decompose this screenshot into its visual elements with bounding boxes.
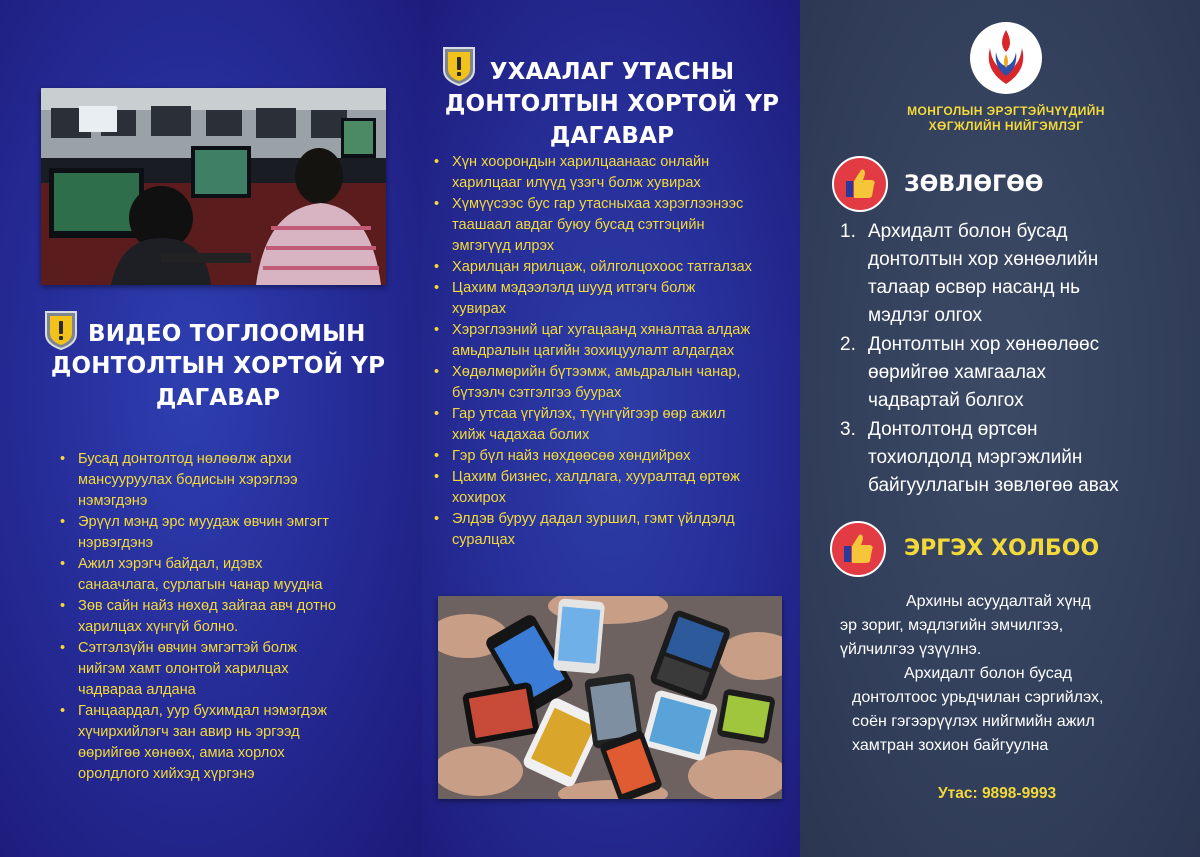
list-item-line: • Гэр бүл найз нөхдөөсөө хөндийрөх [452, 448, 691, 464]
smartphones-photo [438, 596, 782, 799]
heading-line: ВИДЕО ТОГЛООМЫН [88, 321, 366, 347]
middle-panel [422, 0, 800, 857]
list-item-line: мансууруулах бодисын хэрэглээ [78, 472, 298, 488]
logo-emblem-icon [970, 22, 1042, 94]
list-item [52, 512, 412, 554]
list-item [426, 404, 796, 446]
advice-line: тохиолдолд мэргэжлийн [868, 447, 1083, 468]
advice-line: талаар өсвөр насанд нь [868, 277, 1081, 298]
list-item [426, 278, 796, 320]
gaming-photo [41, 88, 386, 285]
list-item-line: • Гар утсаа үгүйлэх, түүнгүйгээр өөр ажил [452, 406, 726, 422]
list-item-line: санаачлага, сурлагын чанар муудна [78, 577, 323, 593]
heading-line: ДАГАВАР [155, 385, 281, 411]
contact-text-1 [840, 590, 1140, 662]
advice-title: ЗӨВЛӨГӨӨ [904, 172, 1044, 197]
list-item-line: • Цахим бизнес, халдлага, хууралтад өртөж [452, 469, 740, 485]
org-line: МОНГОЛЫН ЭРЭГТЭЙЧҮҮДИЙН [907, 104, 1105, 118]
list-item [52, 449, 412, 512]
list-item [52, 596, 412, 638]
list-item-line: • Хөдөлмөрийн бүтээмж, амьдралын чанар, [452, 364, 741, 380]
list-item [52, 554, 412, 596]
contact-line: хамтран зохион байгуулна [852, 737, 1049, 754]
advice-list [836, 218, 1186, 501]
list-item-line: харилцааг илүүд үзэгч болж хувирах [452, 175, 701, 191]
advice-line: Архидалт болон бусад [868, 221, 1068, 242]
list-item-line: нэмэгдэнэ [78, 493, 148, 509]
advice-item [836, 331, 1186, 415]
org-line: ХӨГЖЛИЙН НИЙГЭМЛЭГ [928, 119, 1084, 133]
advice-line: чадвартай болгох [868, 390, 1024, 411]
contact-line: Архидалт болон бусад [904, 665, 1072, 682]
heading-line: ДОНТОЛТЫН ХОРТОЙ ҮР [50, 353, 386, 379]
video-game-heading [18, 318, 418, 414]
list-item-line: • Цахим мэдээлэлд шууд итгэгч болж [452, 280, 696, 296]
list-item [52, 638, 412, 701]
advice-line: Донтолтын хор хөнөөлөөс [868, 334, 1100, 355]
list-item-line: өөрийгөө хөнөөх, амиа хорлох [78, 745, 285, 761]
list-item-line: харилцах хүнгүй болно. [78, 619, 239, 635]
list-item-line: нийгэм хамт олонтой харилцах [78, 661, 289, 677]
smartphone-effects-list [426, 152, 796, 551]
list-item [426, 257, 796, 278]
contact-line: соён гэгээрүүлэх нийгмийн ажил [852, 713, 1095, 730]
list-item-line: нэрвэгдэнэ [78, 535, 154, 551]
list-item-line: • Бусад донтолтод нөлөөлж архи [78, 451, 292, 467]
list-item-line: • Сэтгэлзүйн өвчин эмгэгтэй болж [78, 640, 297, 656]
contact-line: үйлчилгээ үзүүлнэ. [840, 641, 982, 658]
left-panel [0, 0, 422, 857]
contact-line: Архины асуудалтай хүнд [906, 593, 1091, 610]
list-item-line: бүтээлч сэтгэлгээ буурах [452, 385, 622, 401]
list-item-line: • Элдэв буруу дадал зуршил, гэмт үйлдэлд [452, 511, 735, 527]
list-item-line: • Харилцан ярилцаж, ойлголцохоос татгалзах [452, 259, 752, 275]
list-item [52, 701, 412, 785]
advice-line: өөрийгөө хамгаалах [868, 362, 1046, 383]
advice-item [836, 218, 1186, 330]
list-item [426, 320, 796, 362]
list-item-line: • Хүмүүсээс бус гар утасныхаа хэрэглээнээс [452, 196, 744, 212]
list-item-line: хохирох [452, 490, 506, 506]
video-game-effects-list [52, 449, 412, 785]
list-item-line: • Зөв сайн найз нөхөд зайгаа авч дотно [78, 598, 336, 614]
list-item [426, 152, 796, 194]
advice-number: 1. [840, 221, 856, 242]
contact-line: эр зориг, мэдлэгийн эмчилгээ, [840, 617, 1064, 634]
list-item [426, 362, 796, 404]
advice-line: байгууллагын зөвлөгөө авах [868, 475, 1119, 496]
advice-line: мэдлэг олгох [868, 305, 983, 326]
contact-line: донтолтоос урьдчилан сэргийлэх, [852, 689, 1104, 706]
list-item-line: хүчирхийлэгч зан авир нь эргээд [78, 724, 300, 740]
smartphone-heading [432, 56, 792, 152]
list-item-line: хийж чадахаа болих [452, 427, 590, 443]
contact-text-2 [852, 662, 1152, 758]
list-item-line: • Хэрэглээний цаг хугацаанд хяналтаа алдаж [452, 322, 751, 338]
thumbs-up-icon [830, 521, 886, 577]
advice-line: Донтолтонд өртсөн [868, 419, 1038, 440]
thumbs-up-icon [832, 156, 888, 212]
heading-line: ДАГАВАР [549, 123, 675, 149]
list-item [426, 467, 796, 509]
list-item-line: оролдлого хийхэд хүргэнэ [78, 766, 255, 782]
list-item-line: • Эрүүл мэнд эрс муудаж өвчин эмгэгт [78, 514, 329, 530]
contact-title: ЭРГЭХ ХОЛБОО [904, 536, 1100, 561]
phone-number: Утас: 9898-9993 [938, 785, 1057, 802]
organization-name [880, 104, 1132, 134]
list-item [426, 509, 796, 551]
list-item-line: чадвараа алдана [78, 682, 196, 698]
right-panel [800, 0, 1200, 857]
list-item-line: таашаал авдаг буюу бусад сэтгэцийн [452, 217, 705, 233]
list-item-line: эмгэгүүд илрэх [452, 238, 555, 254]
advice-number: 3. [840, 419, 856, 440]
advice-number: 2. [840, 334, 856, 355]
advice-item [836, 416, 1186, 500]
list-item-line: • Ажил хэрэгч байдал, идэвх [78, 556, 263, 572]
list-item-line: • Хүн хоорондын харилцаанаас онлайн [452, 154, 710, 170]
list-item-line: хувирах [452, 301, 507, 317]
heading-line: УХААЛАГ УТАСНЫ [489, 59, 735, 85]
list-item-line: суралцах [452, 532, 515, 548]
list-item [426, 446, 796, 467]
list-item-line: • Ганцаардал, уур бухимдал нэмэгдэж [78, 703, 328, 719]
heading-line: ДОНТОЛТЫН ХОРТОЙ ҮР [444, 91, 780, 117]
list-item-line: амьдралын цагийн зохицуулалт алдагдах [452, 343, 735, 359]
advice-line: донтолтын хор хөнөөлийн [868, 249, 1099, 270]
list-item [426, 194, 796, 257]
